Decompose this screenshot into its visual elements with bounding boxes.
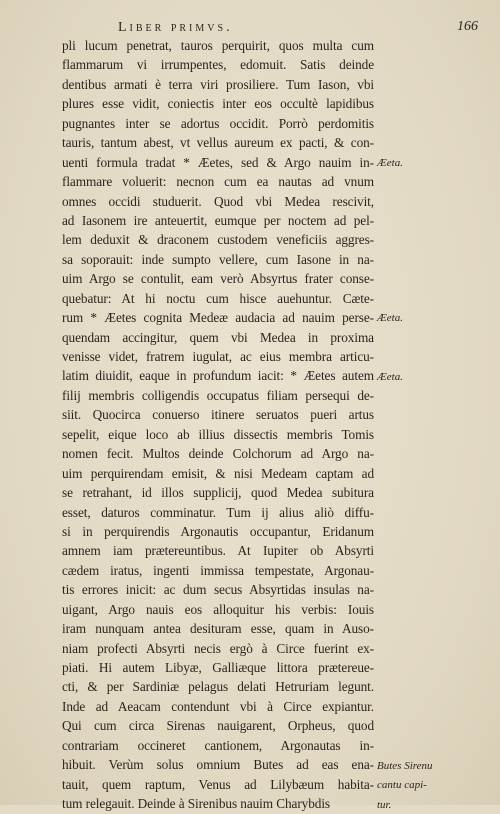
text-line: ad Iasonem ire anteuertit, eumque per noctem ad pel-	[62, 212, 374, 228]
text-line: contrariam occineret cantionem, Argonautas in-	[62, 737, 374, 753]
text-line: tauit, quem raptum, Venus ad Lilybæum habita-	[62, 776, 374, 792]
text-line: siit. Quocirca conuerso itinere seruatos pueri artus	[62, 407, 374, 423]
text-line: amnem iam prætereuntibus. At Iupiter ob Absyrti	[62, 543, 374, 559]
text-line: lem deduxit & draconem custodem veneficiis aggres-	[62, 232, 374, 248]
text-line: niam profecti Absyrti necis ergò à Circe fuerint ex-	[62, 640, 374, 656]
text-line: uenti formula tradat * Æetes, sed & Argo nauim in-	[62, 154, 374, 170]
page-number: 166	[457, 19, 478, 34]
text-line: hibuit. Verùm solus omnium Butes ad eas ena-	[62, 757, 374, 773]
margin-note: Æeta.	[377, 156, 403, 169]
text-line: flammarum vi irrumpentes, edomuit. Satis deinde	[62, 57, 374, 73]
text-line: cædem iratus, ingenti immissa tempestate, Argonau-	[62, 562, 374, 578]
text-line: sa soporauit: inde sumpto vellere, cum Iasone in na-	[62, 251, 374, 267]
margin-note: Æeta.	[377, 312, 403, 325]
text-line: filij membris colligendis occupatus filiam persequi de-	[62, 387, 374, 403]
text-line: cti, & per Sardiniæ pelagus delati Hetruriam legunt.	[62, 679, 374, 695]
text-line: Inde ad Aeacam contendunt vbi à Circe expiantur.	[62, 698, 374, 714]
text-line: esset, daturos comminatur. Tum ij alius aliò diffu-	[62, 504, 374, 520]
margin-note: tur.	[377, 798, 392, 811]
text-line: quendam accingitur, quem vbi Medea in proxima	[62, 329, 374, 345]
text-line: pli lucum penetrat, tauros perquirit, quos multa cum	[62, 38, 374, 53]
text-line: latim diuidit, eaque in profundum iacit: * Æetes autem	[62, 368, 374, 384]
text-line: venisse videt, fratrem iugulat, ac eius membra articu-	[62, 349, 374, 364]
text-line: se retrahant, id illos supplicij, quod Medea subitura	[62, 485, 374, 501]
text-line: dentibus armati è terra viri prosiliere. Tum Iason, vbi	[62, 76, 374, 92]
text-line: rum * Æetes cognita Medeæ audacia ad nauim perse-	[62, 310, 374, 326]
text-line: piati. Hi autem Libyæ, Galliæque littora prætereue-	[62, 660, 374, 675]
text-line: quebatur: At hi noctu cum hisce auehuntur. Cæte-	[62, 290, 374, 306]
text-line: uim perquirendam emisit, & nisi Medeam captam ad	[62, 465, 374, 481]
text-line: tauris, tantum abest, vt vellus aureum ex pacti, & con-	[62, 135, 374, 151]
margin-note: Æeta.	[377, 370, 403, 383]
text-line: Qui cum circa Sirenas nauigarent, Orpheus, quod	[62, 718, 374, 734]
text-line: nomen fecit. Multos deinde Colchorum ad Argo na-	[62, 446, 374, 462]
body-text	[62, 36, 374, 814]
text-line: plures esse vidit, coniectis inter eos occultè lapidibus	[62, 96, 374, 112]
text-line: flammare voluerit: necnon cum ea nautas ad vnum	[62, 174, 374, 190]
margin-note: cantu capi-	[377, 779, 427, 792]
text-line: iram nunquam antea desituram esse, quam in Auso-	[62, 621, 374, 637]
text-line: uigant, Argo nauis eos alloquitur his verbis: Iouis	[62, 601, 374, 617]
text-line: si in perquirendis Argonautis occupantur, Eridanum	[62, 523, 374, 539]
text-line: tis errores inicit: ac dum secus Absyrtidas insulas na-	[62, 582, 374, 598]
text-line: omnes occidi studuerit. Quod vbi Medea rescivit,	[62, 193, 374, 209]
running-title: Liber primvs.	[118, 20, 233, 35]
text-line: sepelit, eique loco ab illius dissectis membris Tomis	[62, 426, 374, 442]
text-line: uim Argo se contulit, eam verò Absyrtus frater conse-	[62, 271, 374, 287]
margin-note: Butes Sirenu	[377, 759, 433, 772]
text-line: pugnantes inter se adortus occidit. Porrò perdomitis	[62, 115, 374, 131]
text-line: tum relegauit. Deinde à Sirenibus nauim Charybdis	[62, 796, 330, 812]
